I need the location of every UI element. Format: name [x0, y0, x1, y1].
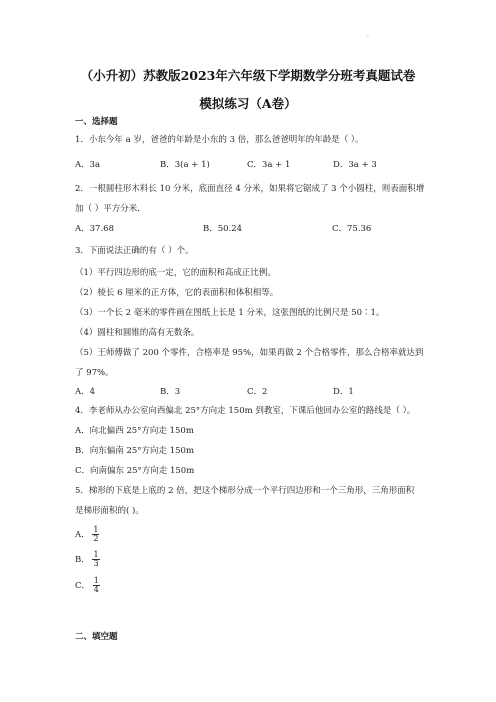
question-3-statement-2: （2）棱长 6 厘米的正方体，它的表面积和体积相等。 — [75, 288, 279, 298]
question-1-option-a: A．3a — [75, 160, 101, 170]
question-3-statement-3: （3）一个长 2 毫米的零件画在图纸上长是 1 分米，这张图纸的比例尺是 50∶1。 — [75, 308, 385, 318]
question-5-option-a — [75, 526, 99, 543]
question-5-option-b — [75, 551, 100, 568]
question-4-option-a: A．向北偏西 25°方向走 150m — [75, 426, 194, 436]
option-c-label: C． — [75, 581, 91, 591]
question-1-option-d: D．3a + 3 — [333, 160, 377, 170]
fraction-one-quarter — [93, 577, 100, 594]
page-subtitle: 模拟练习（A卷） — [199, 96, 297, 111]
fraction-numerator: 1 — [93, 525, 99, 534]
question-2-stem-line1: 2．一根圆柱形木料长 10 分米，底面直径 4 分米，如果将它锯成了 3 个小圆柱，则表面积增 — [75, 184, 425, 194]
option-b-label: B． — [75, 555, 90, 565]
question-4-option-b: B．向东偏南 25°方向走 150m — [75, 446, 195, 456]
fraction-numerator: 1 — [93, 576, 99, 585]
question-2-option-a: A．37.68 — [75, 224, 114, 234]
question-3-stem: 3．下面说法正确的有（ ）个。 — [75, 246, 194, 256]
question-5-stem-line1: 5．梯形的下底是上底的 2 倍，把这个梯形分成一个平行四边形和一个三角形，三角形面积 — [75, 486, 415, 496]
question-3-statement-1: （1）平行四边形的底一定，它的面积和高成正比例。 — [75, 268, 276, 278]
question-3-statement-5-line1: （5）王师傅做了 200 个零件，合格率是 95%，如果再做 2 个合格零件，那么合格率就达到 — [75, 348, 424, 358]
question-3-statement-4: （4）圆柱和圆锥的高有无数条。 — [75, 328, 200, 338]
page-title: （小升初）苏教版2023年六年级下学期数学分班考真题试卷 — [80, 68, 416, 83]
question-3-statement-5-line2: 了 97%。 — [75, 368, 114, 378]
question-4-stem: 4．李老师从办公室向西偏北 25°方向走 150m 到教室，下课后他回办公室的路线是（ ）。 — [75, 406, 416, 416]
option-a-label: A． — [75, 530, 90, 540]
question-2-stem-line2: 加（ ）平方分米． — [75, 204, 146, 214]
question-3-option-d: D．1 — [333, 387, 354, 397]
fraction-one-half — [92, 526, 99, 543]
header-dot: · — [367, 34, 369, 41]
question-2-option-c: C．75.36 — [332, 224, 372, 234]
question-5-stem-line2: 是梯形面积的( )。 — [75, 506, 144, 516]
question-1-option-b: B．3(a + 1) — [160, 160, 210, 170]
fraction-numerator: 1 — [93, 550, 99, 559]
section-heading-choice: 一、选择题 — [75, 117, 118, 127]
question-3-option-c: C．2 — [247, 387, 268, 397]
question-3-option-b: B．3 — [160, 387, 181, 397]
question-3-option-a: A．4 — [75, 387, 96, 397]
section-heading-fill-in: 二、填空题 — [75, 632, 118, 642]
fraction-denominator: 2 — [93, 534, 99, 543]
question-1-option-c: C．3a + 1 — [247, 160, 291, 170]
question-4-option-c: C．向南偏东 25°方向走 150m — [75, 466, 195, 476]
fraction-denominator: 3 — [93, 559, 99, 568]
fraction-denominator: 4 — [93, 585, 99, 594]
question-5-option-c — [75, 577, 100, 594]
question-1-stem: 1．小东今年 a 岁，爸爸的年龄是小东的 3 倍，那么爸爸明年的年龄是（ ）。 — [75, 135, 364, 145]
question-2-option-b: B．50.24 — [203, 224, 243, 234]
fraction-one-third — [92, 551, 99, 568]
